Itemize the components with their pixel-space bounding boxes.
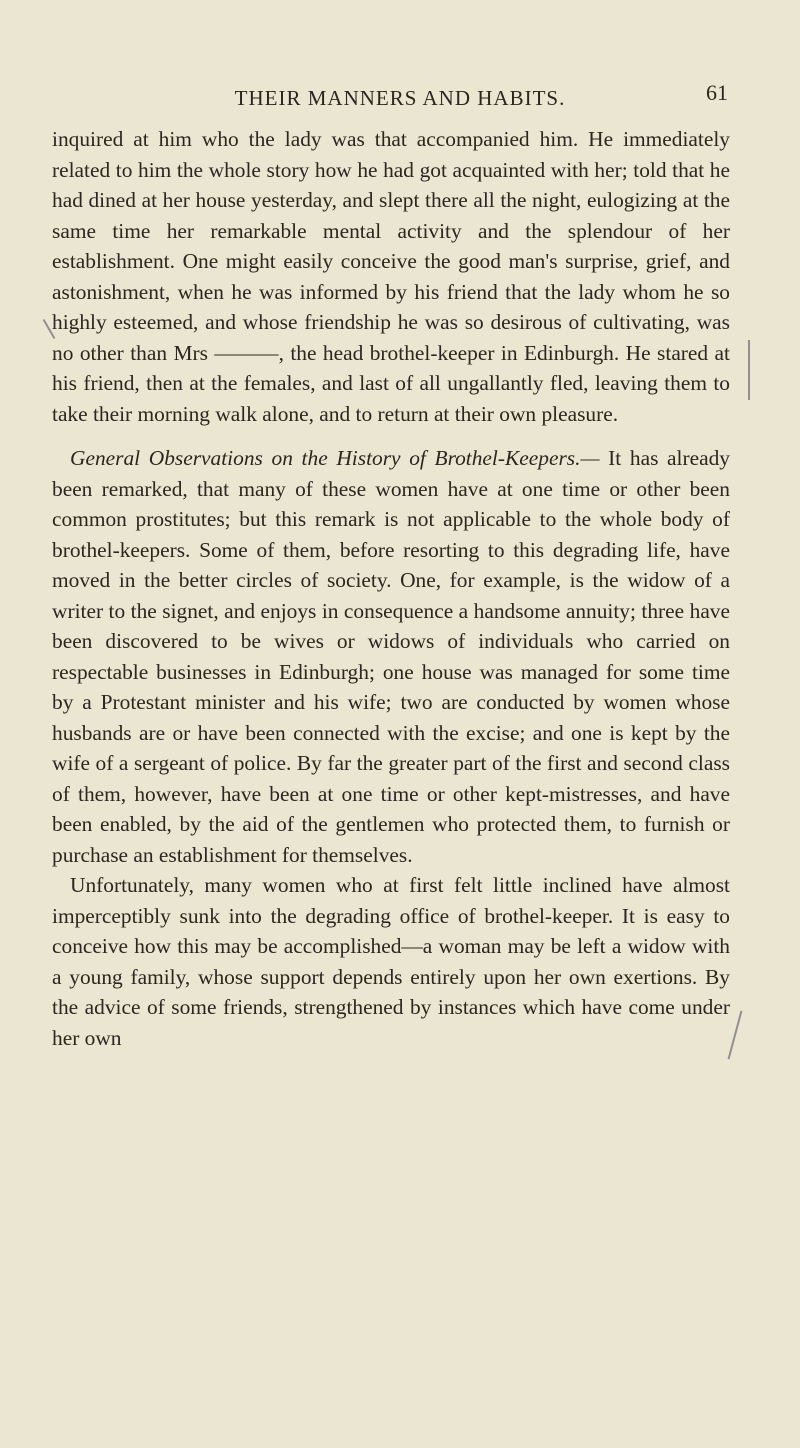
margin-pencil-mark (748, 340, 750, 400)
paragraph-3: Unfortunately, many women who at first felt little inclined have almost imperceptibly sunk into the degrading office of brothel-keeper. It is easy to conceive how this may be accomplished—a woman may be left a widow with a young family, whose support depends entirely upon her own exertions. By the advice of some friends, strengthened by instances which have come under her own (52, 873, 730, 1050)
page-number: 61 (706, 80, 728, 105)
section-heading: General Observations on the History of Brothel-Keepers.— (70, 446, 600, 470)
paragraph-2: It has already been remarked, that many of these women have at one time or other been common prostitutes; but this remark is not applicable to the whole body of brothel-keepers. Some of them, before resorting to this degrading life, have moved in the better circles of society. One, for example, is the widow of a writer to the signet, and enjoys in consequence a handsome annuity; three have been discovered to be wives or widows of individuals who carried on respectable businesses in Edinburgh; one house was managed for some time by a Protestant minister and his wife; two are conducted by women whose husbands are or have been connected with the excise; and one is kept by the wife of a sergeant of police. By far the greater part of the first and second class of them, however, have been at one time or other kept-mistresses, and have been enabled, by the aid of the gentlemen who protected them, to furnish or purchase an establishment for themselves. (52, 446, 730, 867)
paragraph-1: inquired at him who the lady was that accompanied him. He immediately related to him the whole story how he had got acquainted with her; told that he had dined at her house yesterday, and slept there all the night, eulogizing at the same time her remarkable mental activity and the splendour of her establishment. One might easily conceive the good man's surprise, grief, and astonishment, when he was informed by his friend that the lady whom he so highly esteemed, and whose friendship he was so desirous of cultivating, was no other than Mrs ———, the head brothel-keeper in Edinburgh. He stared at his friend, then at the females, and last of all ungallantly fled, leaving them to take their morning walk alone, and to return at their own pleasure. (52, 127, 730, 426)
body-text (52, 124, 730, 1053)
paragraph-2-block (52, 443, 730, 870)
running-title: THEIR MANNERS AND HABITS. (234, 86, 566, 110)
